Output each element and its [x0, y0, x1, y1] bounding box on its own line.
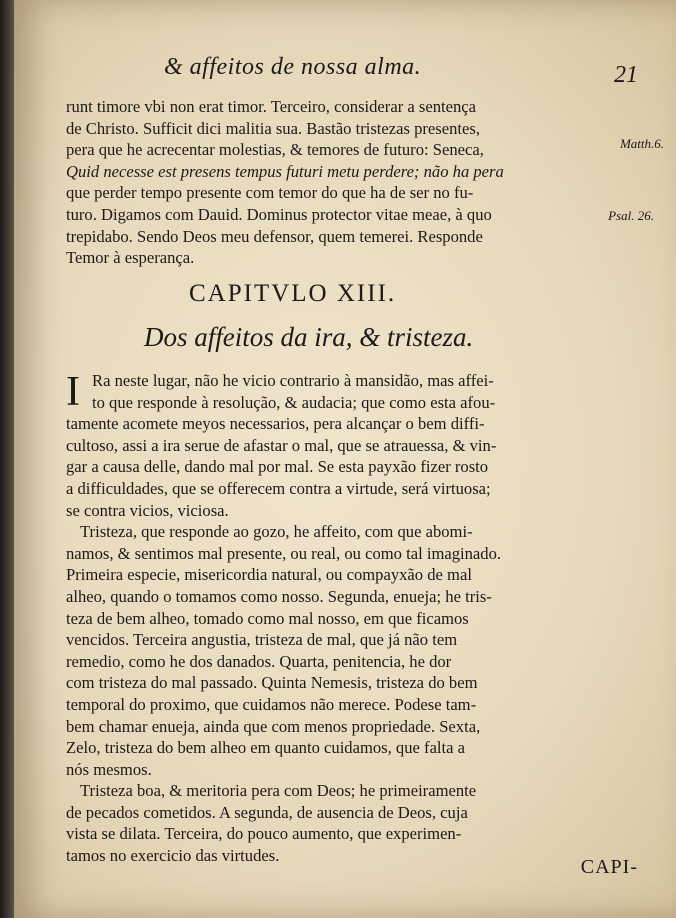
- drop-cap: I: [66, 369, 80, 415]
- running-head: & affeitos de nossa alma.: [164, 54, 422, 80]
- text-line: Tristeza boa, & meritoria pera com Deos; he primeiramente: [80, 781, 477, 801]
- text-line: Tristeza, que responde ao gozo, he affeito, com que abomi-: [80, 522, 473, 542]
- text-line: cultoso, assi a ira serue de afastar o mal, que se atrauessa, & vin-: [66, 435, 497, 455]
- text-line: que perder tempo presente com temor do que ha de ser no fu-: [66, 183, 474, 203]
- text-line: gar a causa delle, dando mal por mal. Se esta payxão fizer rosto: [66, 457, 489, 477]
- text-line: Temor à esperança.: [66, 248, 195, 268]
- text-line: vencidos. Terceira angustia, tristeza de mal, que já não tem: [66, 630, 458, 650]
- opening-paragraph: [66, 96, 586, 269]
- text-line: namos, & sentimos mal presente, ou real, ou como tal imaginado.: [66, 543, 502, 563]
- text-line: tamente acomete meyos necessarios, pera alcançar o bem diffi-: [66, 414, 485, 434]
- page-number: 21: [614, 62, 638, 88]
- text-line: nós mesmos.: [66, 759, 152, 779]
- text-line: temporal do proximo, que cuidamos não merece. Podese tam-: [66, 694, 477, 714]
- text-line: vista se dilata. Terceira, do pouco aumento, que experimen-: [66, 824, 462, 844]
- text-line: tamos no exercicio das virtudes.: [66, 846, 280, 866]
- text-line: pera que he acrecentar molestias, & temores de futuro: Seneca,: [66, 140, 484, 160]
- text-line: alheo, quando o tomamos como nosso. Segunda, enueja; he tris-: [66, 586, 492, 606]
- chapter-title: CAPITVLO XIII.: [189, 280, 397, 307]
- text-line: to que responde à resolução, & audacia; que como esta afou-: [92, 392, 496, 412]
- text-line: de pecados cometidos. A segunda, de ausencia de Deos, cuja: [66, 802, 468, 822]
- text-line: teza de bem alheo, tomado como mal nosso, em que ficamos: [66, 608, 469, 628]
- chapter-body: [66, 370, 586, 867]
- text-line: com tristeza do mal passado. Quinta Nemesis, tristeza do bem: [66, 673, 478, 693]
- text-line: Quid necesse est presens tempus futuri metu perdere; não ha pera: [66, 161, 504, 181]
- margin-note: Matth.6.: [619, 136, 664, 151]
- catchword: CAPI-: [580, 856, 638, 878]
- text-line: de Christo. Sufficit dici malitia sua. Bastão tristezas presentes,: [66, 118, 480, 138]
- text-line: runt timore vbi non erat timor. Terceiro, considerar a sentença: [66, 97, 476, 116]
- text-line: bem chamar enueja, ainda que com menos propriedade. Sexta,: [66, 716, 481, 736]
- text-line: remedio, como he dos danados. Quarta, penitencia, he dor: [66, 651, 452, 671]
- text-line: trepidabo. Sendo Deos meu defensor, quem temerei. Responde: [66, 226, 483, 246]
- section-title: Dos affeitos da ira, & tristeza.: [144, 322, 474, 352]
- margin-note: Psal. 26.: [608, 208, 654, 223]
- text-line: se contra vicios, viciosa.: [66, 500, 229, 520]
- text-line: Zelo, tristeza do bem alheo em quanto cuidamos, que falta a: [66, 738, 466, 758]
- text-line: Primeira especie, misericordia natural, ou compayxão de mal: [66, 565, 472, 585]
- text-line: a difficuldades, que se offerecem contra a virtude, será virtuosa;: [66, 478, 491, 498]
- book-gutter: [0, 0, 14, 918]
- book-page: [14, 0, 676, 918]
- text-line: turo. Digamos com Dauid. Dominus protector vitae meae, à quo: [66, 204, 492, 224]
- text-line: Ra neste lugar, não he vicio contrario à mansidão, mas affei-: [92, 371, 494, 390]
